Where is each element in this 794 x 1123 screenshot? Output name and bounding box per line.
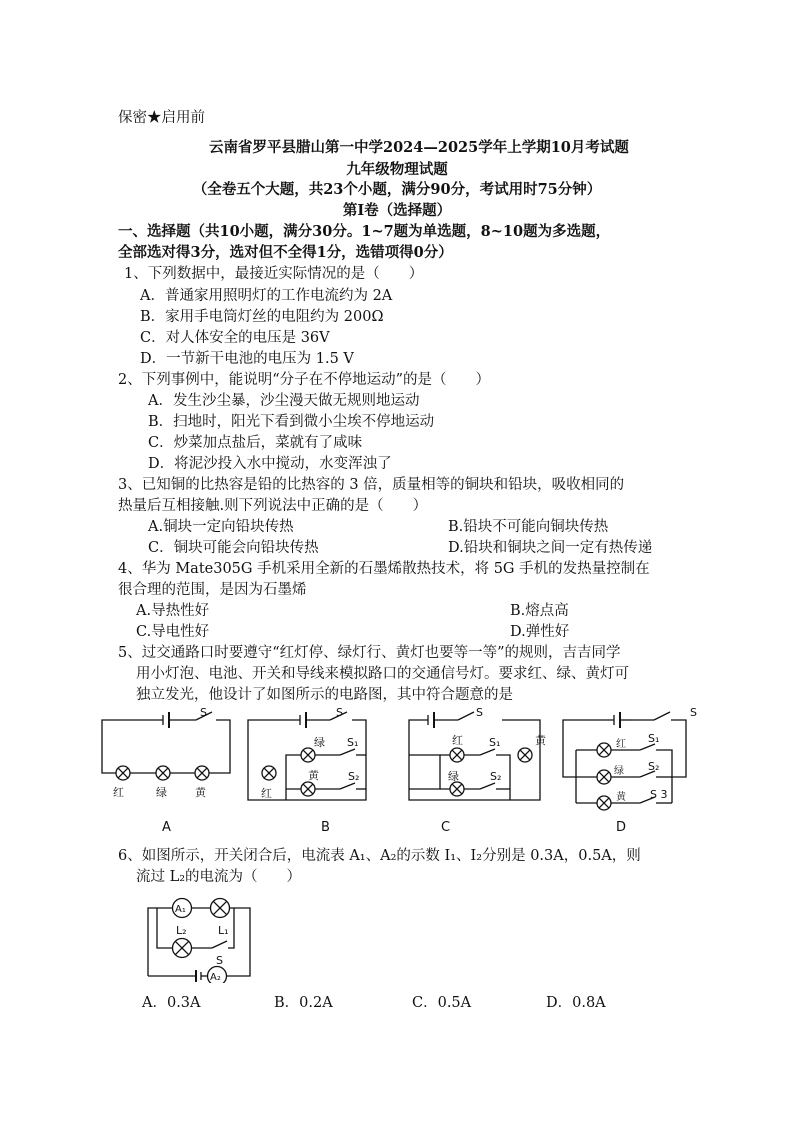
label-yellow: 黄 (195, 786, 206, 799)
q5-stem-line3: 独立发光，他设计了如图所示的电路图，其中符合题意的是 (136, 687, 513, 703)
q3-option-d: D.铅块和铜块之间一定有热传递 (448, 540, 653, 556)
label-s1: S₁ (347, 736, 359, 749)
label-green: 绿 (614, 766, 624, 777)
label-s2: S₂ (348, 770, 360, 783)
q3-option-c: C．铜块可能会向铅块传热 (148, 540, 319, 556)
label-s3: S 3 (650, 788, 668, 801)
section-heading-line1: 一、选择题（共10小题，满分30分。1~7题为单选题，8~10题为多选题， (118, 223, 611, 240)
q6-stem-line2: 流过 L₂的电流为（ ） (136, 869, 302, 885)
label-s1: S₁ (648, 732, 660, 745)
q1-option-c: C．对人体安全的电压是 36V (140, 330, 330, 346)
q1-option-b: B．家用手电筒灯丝的电阻约为 200Ω (140, 309, 384, 325)
q6-stem-line1: 6、如图所示，开关闭合后，电流表 A₁、A₂的示数 I₁、I₂分别是 0.3A，0.5A，则 (118, 848, 641, 864)
label-l2: L₂ (176, 924, 187, 937)
q4-option-c: C.导电性好 (136, 624, 210, 640)
lamp-icon (156, 766, 170, 780)
q3-option-a: A.铜块一定向铅块传热 (148, 519, 294, 535)
section-heading-line2: 全部选对得3分，选对但不全得1分，选错项得0分） (118, 244, 453, 261)
q6-option-d: D．0.8A (546, 995, 606, 1011)
q1-stem: 1、下列数据中，最接近实际情况的是（ ） (124, 266, 424, 282)
q4-option-a: A.导热性好 (136, 603, 210, 619)
q6-option-b: B．0.2A (274, 995, 333, 1011)
lamp-icon (597, 796, 611, 810)
label-green: 绿 (314, 736, 325, 749)
q4-stem-line2: 很合理的范围，是因为石墨烯 (118, 582, 307, 598)
label-red: 红 (616, 739, 626, 750)
exam-note: （全卷五个大题，共23个小题，满分90分，考试用时75分钟） (192, 181, 602, 198)
exam-subtitle: 九年级物理试题 (346, 161, 448, 178)
option-letter-b: B (321, 820, 330, 835)
q3-option-b: B.铅块不可能向铜块传热 (448, 519, 609, 535)
q5-stem-line1: 5、过交通路口时要遵守“红灯停、绿灯行、黄灯也要等一等”的规则，吉吉同学 (118, 645, 621, 661)
label-red: 红 (261, 787, 272, 800)
confidential-mark: 保密★启用前 (118, 110, 205, 126)
label-l1: L₁ (218, 924, 229, 937)
option-letter-c: C (441, 820, 451, 835)
label-yellow: 黄 (308, 769, 319, 782)
circuit-d (563, 712, 686, 803)
q3-stem-line2: 热量后互相接触.则下列说法中正确的是（ ） (118, 498, 428, 514)
volume-title: 第Ⅰ卷（选择题） (342, 202, 452, 219)
lamp-icon (450, 748, 464, 762)
label-red: 红 (113, 786, 124, 799)
q1-option-d: D．一节新干电池的电压为 1.5 V (140, 351, 354, 367)
lamp-icon (301, 748, 315, 762)
q4-stem-line1: 4、华为 Mate305G 手机采用全新的石墨烯散热技术，将 5G 手机的发热量控制在 (118, 561, 650, 577)
lamp-icon (301, 782, 315, 796)
label-switch: S (200, 706, 207, 719)
q5-stem-line2: 用小灯泡、电池、开关和导线来模拟路口的交通信号灯。要求红、绿、黄灯可 (136, 666, 629, 682)
q6-option-c: C．0.5A (412, 995, 472, 1011)
label-s2: S₂ (490, 770, 502, 783)
label-s: S (216, 954, 223, 967)
label-green: 绿 (448, 770, 459, 783)
label-a1: A₁ (175, 904, 186, 915)
label-green: 绿 (156, 786, 167, 799)
label-yellow: 黄 (616, 792, 626, 803)
q2-stem: 2、下列事例中，能说明“分子在不停地运动”的是（ ） (118, 372, 491, 388)
label-switch: S (690, 706, 697, 719)
q3-stem-line1: 3、已知铜的比热容是铅的比热容的 3 倍，质量相等的铜块和铅块，吸收相同的 (118, 477, 625, 493)
option-letter-a: A (162, 820, 171, 835)
lamp-icon (262, 766, 276, 780)
q5-circuit-diagrams (0, 700, 794, 850)
q2-option-d: D．将泥沙投入水中搅动，水变浑浊了 (148, 456, 392, 472)
label-s2: S₂ (648, 760, 660, 773)
circuit-a (102, 712, 230, 773)
q2-option-b: B．扫地时，阳光下看到微小尘埃不停地运动 (148, 414, 435, 430)
q4-option-d: D.弹性好 (510, 624, 570, 640)
q1-option-a: A．普通家用照明灯的工作电流约为 2A (140, 288, 393, 304)
label-switch: S (476, 706, 483, 719)
q4-option-b: B.熔点高 (510, 603, 569, 619)
label-s1: S₁ (489, 736, 501, 749)
lamp-icon (597, 743, 611, 757)
lamp-icon (195, 766, 209, 780)
label-red: 红 (452, 734, 463, 747)
lamp-icon (518, 748, 532, 762)
option-letter-d: D (616, 820, 627, 835)
lamp-icon (116, 766, 130, 780)
lamp-icon (597, 770, 611, 784)
q6-circuit-diagram (140, 888, 270, 983)
exam-title: 云南省罗平县腊山第一中学2024—2025学年上学期10月考试题 (209, 139, 629, 156)
label-switch: S (336, 706, 343, 719)
label-yellow: 黄 (535, 734, 546, 747)
q6-option-a: A．0.3A (142, 995, 201, 1011)
label-a2: A₂ (210, 972, 221, 983)
q2-option-c: C．炒菜加点盐后，菜就有了咸味 (148, 435, 363, 451)
q2-option-a: A．发生沙尘暴，沙尘漫天做无规则地运动 (148, 393, 420, 409)
lamp-icon (450, 782, 464, 796)
